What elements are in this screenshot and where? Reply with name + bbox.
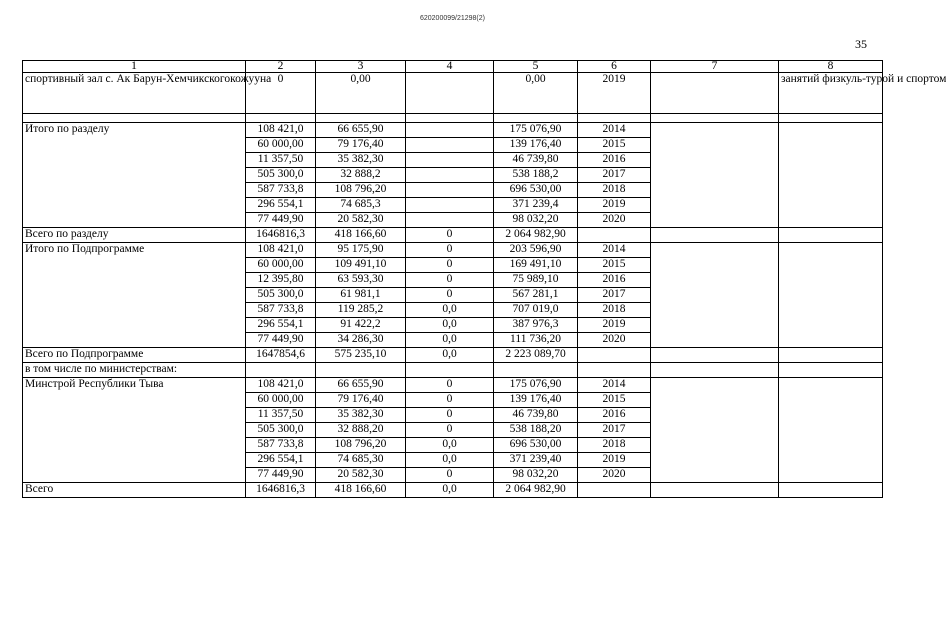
- purpose-cell: занятий физкуль-турой и спортом: [779, 73, 883, 114]
- cell: [578, 228, 651, 243]
- cell: [779, 123, 883, 228]
- ministry-heading-row: [23, 363, 883, 378]
- year-cell: 2014: [578, 243, 651, 258]
- cell: [651, 228, 779, 243]
- total-row: [23, 348, 883, 363]
- cell: 20 582,30: [316, 468, 406, 483]
- cell: [494, 363, 578, 378]
- cell: [651, 378, 779, 483]
- table-row: [23, 378, 883, 393]
- cell: 0,0: [406, 333, 494, 348]
- cell: 108 796,20: [316, 438, 406, 453]
- cell: 74 685,30: [316, 453, 406, 468]
- year-cell: 2017: [578, 168, 651, 183]
- year-cell: 2019: [578, 73, 651, 114]
- total-cell: 2 064 982,90: [494, 228, 578, 243]
- cell: 79 176,40: [316, 393, 406, 408]
- column-header: 5: [494, 61, 578, 73]
- cell: 587 733,8: [246, 183, 316, 198]
- cell: 505 300,0: [246, 168, 316, 183]
- cell: 109 491,10: [316, 258, 406, 273]
- year-cell: 2015: [578, 138, 651, 153]
- column-header: 3: [316, 61, 406, 73]
- cell: 108 421,0: [246, 243, 316, 258]
- cell: 35 382,30: [316, 408, 406, 423]
- cell: [651, 363, 779, 378]
- cell: [406, 114, 494, 123]
- cell: 98 032,20: [494, 468, 578, 483]
- cell: 60 000,00: [246, 138, 316, 153]
- cell: [779, 483, 883, 498]
- year-cell: 2020: [578, 333, 651, 348]
- cell: 587 733,8: [246, 303, 316, 318]
- cell: 34 286,30: [316, 333, 406, 348]
- total-cell: 1647854,6: [246, 348, 316, 363]
- cell: 32 888,20: [316, 423, 406, 438]
- cell: 505 300,0: [246, 423, 316, 438]
- cell: 0,0: [406, 438, 494, 453]
- cell: 11 357,50: [246, 408, 316, 423]
- cell: 0: [406, 423, 494, 438]
- section-label: Итого по Подпрограмме: [23, 243, 246, 348]
- total-cell: 2 064 982,90: [494, 483, 578, 498]
- cell: 91 422,2: [316, 318, 406, 333]
- cell: 46 739,80: [494, 153, 578, 168]
- total-cell: 0,0: [406, 483, 494, 498]
- document-id: 620200099/21298(2): [419, 15, 485, 22]
- cell: 119 285,2: [316, 303, 406, 318]
- table-row: [23, 123, 883, 138]
- cell: [406, 123, 494, 138]
- cell: 0: [246, 73, 316, 114]
- cell: [651, 483, 779, 498]
- cell: 0,0: [406, 453, 494, 468]
- cell: 77 449,90: [246, 333, 316, 348]
- cell: 296 554,1: [246, 318, 316, 333]
- cell: [494, 114, 578, 123]
- year-cell: 2020: [578, 213, 651, 228]
- cell: 0: [406, 468, 494, 483]
- cell: 0: [406, 243, 494, 258]
- cell: 108 421,0: [246, 378, 316, 393]
- budget-table: [22, 60, 946, 498]
- cell: 139 176,40: [494, 138, 578, 153]
- cell: 98 032,20: [494, 213, 578, 228]
- section-label: Итого по разделу: [23, 123, 246, 228]
- column-header: 2: [246, 61, 316, 73]
- year-cell: 2017: [578, 288, 651, 303]
- cell: [578, 363, 651, 378]
- table-row: [23, 243, 883, 258]
- table-row: [23, 73, 883, 114]
- total-cell: 1646816,3: [246, 483, 316, 498]
- year-cell: 2018: [578, 438, 651, 453]
- cell: [651, 243, 779, 348]
- column-header: 6: [578, 61, 651, 73]
- year-cell: 2017: [578, 423, 651, 438]
- cell: [23, 114, 246, 123]
- cell: 371 239,4: [494, 198, 578, 213]
- cell: 63 593,30: [316, 273, 406, 288]
- cell: [406, 363, 494, 378]
- cell: 60 000,00: [246, 258, 316, 273]
- cell: 567 281,1: [494, 288, 578, 303]
- cell: [578, 483, 651, 498]
- cell: [779, 243, 883, 348]
- cell: 0: [406, 393, 494, 408]
- cell: 75 989,10: [494, 273, 578, 288]
- cell: 139 176,40: [494, 393, 578, 408]
- cell: 74 685,3: [316, 198, 406, 213]
- cell: [316, 114, 406, 123]
- cell: 108 796,20: [316, 183, 406, 198]
- total-label: Всего по разделу: [23, 228, 246, 243]
- cell: 175 076,90: [494, 378, 578, 393]
- cell: 0: [406, 378, 494, 393]
- cell: [406, 213, 494, 228]
- cell: [406, 168, 494, 183]
- cell: 296 554,1: [246, 453, 316, 468]
- total-cell: 418 166,60: [316, 483, 406, 498]
- cell: 169 491,10: [494, 258, 578, 273]
- cell: 0,00: [316, 73, 406, 114]
- year-cell: 2014: [578, 378, 651, 393]
- total-cell: 418 166,60: [316, 228, 406, 243]
- cell: 0,0: [406, 303, 494, 318]
- cell: 387 976,3: [494, 318, 578, 333]
- cell: 538 188,2: [494, 168, 578, 183]
- cell: [779, 114, 883, 123]
- cell: [246, 114, 316, 123]
- cell: [651, 114, 779, 123]
- cell: 0: [406, 273, 494, 288]
- cell: 61 981,1: [316, 288, 406, 303]
- cell: 203 596,90: [494, 243, 578, 258]
- cell: [406, 153, 494, 168]
- year-cell: 2018: [578, 303, 651, 318]
- cell: 707 019,0: [494, 303, 578, 318]
- year-cell: 2019: [578, 453, 651, 468]
- cell: 505 300,0: [246, 288, 316, 303]
- total-row: [23, 228, 883, 243]
- cell: 587 733,8: [246, 438, 316, 453]
- spacer-row: [23, 114, 883, 123]
- total-cell: 0: [406, 228, 494, 243]
- cell: [651, 348, 779, 363]
- cell: [316, 363, 406, 378]
- cell: 0,0: [406, 318, 494, 333]
- cell: 95 175,90: [316, 243, 406, 258]
- total-cell: 575 235,10: [316, 348, 406, 363]
- year-cell: 2016: [578, 153, 651, 168]
- cell: [246, 363, 316, 378]
- cell: 11 357,50: [246, 153, 316, 168]
- total-cell: 0,0: [406, 348, 494, 363]
- ministry-heading: в том числе по министерствам:: [23, 363, 246, 378]
- cell: 66 655,90: [316, 378, 406, 393]
- cell: 35 382,30: [316, 153, 406, 168]
- year-cell: 2015: [578, 393, 651, 408]
- column-number-row: [23, 61, 883, 73]
- cell: 696 530,00: [494, 438, 578, 453]
- cell: 296 554,1: [246, 198, 316, 213]
- cell: 60 000,00: [246, 393, 316, 408]
- cell: 538 188,20: [494, 423, 578, 438]
- cell: 32 888,2: [316, 168, 406, 183]
- cell: [406, 183, 494, 198]
- cell: 77 449,90: [246, 468, 316, 483]
- cell: 0: [406, 258, 494, 273]
- table-body: [23, 73, 946, 498]
- year-cell: 2019: [578, 318, 651, 333]
- cell: 108 421,0: [246, 123, 316, 138]
- cell: 77 449,90: [246, 213, 316, 228]
- year-cell: 2014: [578, 123, 651, 138]
- column-header: 8: [779, 61, 883, 73]
- year-cell: 2020: [578, 468, 651, 483]
- cell: 0: [406, 288, 494, 303]
- cell: [779, 378, 883, 483]
- cell: 696 530,00: [494, 183, 578, 198]
- year-cell: 2016: [578, 408, 651, 423]
- cell: 12 395,80: [246, 273, 316, 288]
- cell: [578, 348, 651, 363]
- column-header: 7: [651, 61, 779, 73]
- cell: [406, 198, 494, 213]
- section-label: Минстрой Республики Тыва: [23, 378, 246, 483]
- year-cell: 2016: [578, 273, 651, 288]
- total-label: Всего: [23, 483, 246, 498]
- cell: [406, 73, 494, 114]
- year-cell: 2015: [578, 258, 651, 273]
- cell: 79 176,40: [316, 138, 406, 153]
- row-label: спортивный зал с. Ак Барун-Хемчикскогокожууна: [23, 73, 246, 114]
- cell: 0: [406, 408, 494, 423]
- column-header: 4: [406, 61, 494, 73]
- cell: [406, 138, 494, 153]
- column-header: 1: [23, 61, 246, 73]
- cell: 175 076,90: [494, 123, 578, 138]
- cell: [779, 348, 883, 363]
- cell: 46 739,80: [494, 408, 578, 423]
- cell: 111 736,20: [494, 333, 578, 348]
- cell: [651, 123, 779, 228]
- total-label: Всего по Подпрограмме: [23, 348, 246, 363]
- page-number: 35: [855, 37, 867, 51]
- cell: [779, 228, 883, 243]
- year-cell: 2019: [578, 198, 651, 213]
- cell: [578, 114, 651, 123]
- year-cell: 2018: [578, 183, 651, 198]
- cell: 371 239,40: [494, 453, 578, 468]
- cell: 20 582,30: [316, 213, 406, 228]
- cell: 0,00: [494, 73, 578, 114]
- total-row: [23, 483, 883, 498]
- total-cell: 1646816,3: [246, 228, 316, 243]
- cell: [779, 363, 883, 378]
- cell: 66 655,90: [316, 123, 406, 138]
- cell: [651, 73, 779, 114]
- total-cell: 2 223 089,70: [494, 348, 578, 363]
